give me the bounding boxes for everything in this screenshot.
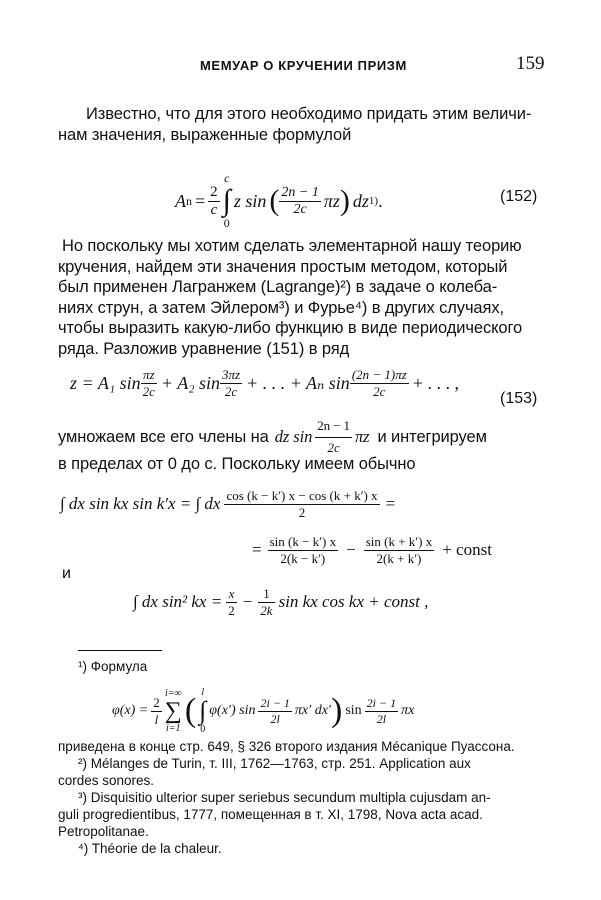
paragraph-1 <box>58 104 548 145</box>
equation-152: A n = $\frac{2}{c}$ c ∫ 0 z sin ( $\frac{2n - 1}{2c}$ πz ) dz 1) . <box>175 171 383 230</box>
fraction: $\frac{3\pi z}{2c}$ <box>221 366 241 399</box>
paragraph-line: Известно, что для этого необходимо придать этим величи- <box>86 105 532 123</box>
page-number: 159 <box>516 53 545 74</box>
conjunction: и <box>62 565 71 582</box>
footnote-line: ³) Disquisitio ulterior super seriebus secundum multipla cujusdam an- <box>78 790 491 805</box>
paragraph-3 <box>58 420 548 475</box>
footnotes <box>58 738 548 857</box>
paragraph-line: ряда. Разложив уравнение (151) в ряд <box>58 339 350 358</box>
fraction: $\frac{\cos (k - k') x - \cos (k + k') x}{2}$ <box>226 487 378 520</box>
eq-equals: = <box>195 190 206 211</box>
integral-sign: c ∫ 0 <box>222 171 231 230</box>
footnote-line: cordes sonores. <box>58 773 155 788</box>
footnote-line: ²) Mélanges de Turin, т. III, 1762—1763, стр. 251. Application aux <box>78 756 471 771</box>
paragraph-line: умножаем все его члены на dz sin $\frac{2n - 1}{2c}$ πz и интегрируем <box>58 420 548 454</box>
fraction: $\frac{\pi z}{2c}$ <box>142 366 155 399</box>
integral-identity-1: ∫ dx sin kx sin k′x = ∫ dx $\frac{\cos (k - k') x - \cos (k + k') x}{2}$ = <box>60 487 396 520</box>
footnote-line: приведена в конце стр. 649, § 326 второго издания Mécanique Пуассона. <box>58 739 515 754</box>
integral-identity-3: ∫ dx sin² kx = $\frac{x}{2}$ − $\frac{1}{2k}$ sin kx cos kx + const , <box>133 585 429 618</box>
footnote-line: Petropolitanae. <box>58 824 149 839</box>
sum-sign: i=∞ ∑ i=1 <box>164 688 182 734</box>
paragraph-line: был применен Лагранжем (Lagrange)²) в задаче о колеба- <box>58 278 498 296</box>
fraction: $\frac{2i - 1}{2l}$ <box>260 695 290 726</box>
equation-number-152: (152) <box>500 188 538 205</box>
fraction: $\frac{2i - 1}{2l}$ <box>366 695 397 726</box>
footnote-line: ⁴) Théorie de la chaleur. <box>78 841 222 856</box>
paragraph-line: чтобы выразить какую-либо функцию в виде периодического <box>58 319 523 337</box>
paragraph-2 <box>58 236 548 359</box>
integrand: z sin <box>233 190 267 211</box>
eq-lhs: A <box>175 190 186 211</box>
footnote-line: guli progredientibus, 1777, помещенная в т. XI, 1798, Nova acta acad. <box>58 807 483 822</box>
paragraph-line: в пределах от 0 до c. Поскольку имеем обычно <box>58 455 416 473</box>
paragraph-line: ниях струн, а затем Эйлером³) и Фурье⁴) в других случаях, <box>58 298 504 317</box>
fraction: $\frac{\sin (k - k') x}{2(k - k')}$ <box>269 533 337 566</box>
footnote-rule <box>78 650 162 651</box>
fraction: $\frac{2}{c}$ <box>210 183 218 218</box>
footnote-1-head: ¹) Формула <box>78 659 148 674</box>
paragraph-line: кручения, найдем эти значения простым методом, который <box>58 257 508 276</box>
fraction: $\frac{x}{2}$ <box>228 585 235 618</box>
equation-153: z = A₁ sin $\frac{\pi z}{2c}$ + A₂ sin $\frac{3\pi z}{2c}$ + . . . + Aₙ sin $\frac{(2n - 1)\pi z}{2c}$ + . . . , <box>70 366 459 399</box>
equation-number-153: (153) <box>500 390 538 407</box>
paragraph-line: Но поскольку мы хотим сделать элементарной нашу теорию <box>62 237 522 255</box>
running-title: МЕМУАР О КРУЧЕНИИ ПРИЗМ <box>200 58 407 73</box>
fraction: $\frac{1}{2k}$ <box>260 585 273 618</box>
paragraph-line: нам значения, выраженные формулой <box>58 125 352 144</box>
eq-lhs-sub: n <box>186 193 192 208</box>
footnote-1-formula: φ(x) = $\frac{2}{l}$ i=∞ ∑ i=1 ( l ∫ 0 φ(x′) sin $\frac{2i - 1}{2l}$ πx′ dx′ ) sin $\frac{2i - 1}{2l}$ πx <box>112 687 415 735</box>
integral-identity-2: = $\frac{\sin (k - k') x}{2(k - k')}$ − $\frac{\sin (k + k') x}{2(k + k')}$ + const <box>252 533 492 566</box>
integral-sign: l ∫ 0 <box>199 687 207 735</box>
fraction: $\frac{2n - 1}{2c}$ <box>281 184 319 217</box>
fraction: $\frac{(2n - 1)\pi z}{2c}$ <box>351 366 407 399</box>
fraction: $\frac{\sin (k + k') x}{2(k + k')}$ <box>365 533 433 566</box>
fraction: $\frac{2}{l}$ <box>153 694 160 727</box>
